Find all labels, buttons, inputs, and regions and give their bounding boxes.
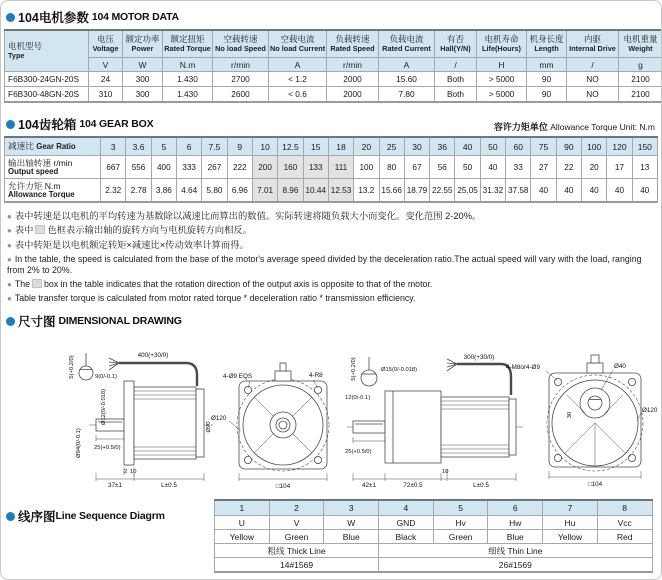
header-en: Hall(Y/N) [440,43,471,53]
header-cn: 电机寿命 [484,34,519,45]
header-cn: 电机重量 [623,34,658,45]
header-en: Voltage [92,43,119,53]
motor-cell: 2600 [213,87,269,103]
motor-header-rated-current [379,30,435,58]
pin-cell: 7 [543,500,598,516]
speed-cell: 27 [531,156,556,179]
dim-label-length: L±0.5 [473,482,489,490]
unit-cell: r/min [213,58,269,72]
color-cell: Yellow [215,530,270,544]
pin-cell: 6 [488,500,543,516]
speed-cell-reversed: 160 [278,156,303,179]
torque-cell-reversed: 7.01 [252,179,277,203]
signal-cell: Hu [543,516,598,530]
pin-cell: 3 [324,500,379,516]
ratio-cell: 7.5 [202,137,227,156]
motor-cell: 2700 [213,72,269,87]
motor-cell: > 5000 [477,87,527,103]
motor-cell: Both [435,72,477,87]
header-cn: 内驱 [583,34,601,45]
note-text: Table transfer torque is calculated from motor rated torque * deceleration ratio * transmission efficiency. [14,292,416,303]
note-cn-speed [7,211,661,222]
ratio-cell: 5 [151,137,176,156]
torque-cell: 6.96 [227,179,252,203]
dim-label-shaft-diameter: Ø12(0/-0.018) [101,389,107,426]
ratio-cell: 12.5 [278,137,303,156]
dim-label-circle-diameter: Ø120 [642,407,658,415]
unit-note-cn: 容许力矩单位 [493,122,548,132]
dimensional-title-cn: 尺寸图 [18,315,56,330]
header-en: Type [8,50,25,60]
speed-cell: 556 [126,156,151,179]
motor-cell: > 5000 [477,72,527,87]
wire-gauge-row [215,558,653,573]
torque-cell: 18.79 [404,179,429,203]
allowance-torque-row [5,179,658,203]
pin-cell: 8 [597,500,652,516]
motor-cell: < 0.6 [269,87,327,103]
motor-cell: 2100 [619,87,662,103]
right-gearmotor-front-view [546,355,643,479]
torque-cell: 40 [531,179,556,203]
dim-label-circle-diameter: Ø120 [211,415,227,423]
torque-cell: 31.32 [480,179,505,203]
unit-cell: V [89,58,123,72]
motor-cell: 24 [89,72,123,87]
thick-line-label: 粗线 Thick Line [215,544,379,558]
motor-cell: 1.430 [163,72,213,87]
ratio-cell: 3 [101,137,126,156]
header-en: Length [534,43,559,53]
unit-cell: g [619,58,662,72]
header-cn: 电压 [96,34,114,45]
dim-label-shaft-diameter: Ø15(0/-0.018) [381,367,418,374]
header-cn: 空载电流 [280,34,315,45]
dim-label-offset-30: 30 [567,411,573,419]
header-en: No load Current [270,43,326,53]
ratio-cell: 36 [430,137,455,156]
dim-label-key-height: 5(+0.2/0) [351,357,357,381]
ratio-cell: 10 [252,137,277,156]
note-en-speed [7,254,661,275]
ratio-cell: 18 [328,137,353,156]
torque-cell: 3.86 [151,179,176,203]
signal-cell: Hv [433,516,488,530]
speed-cell: 267 [202,156,227,179]
output-speed-label [5,156,101,179]
note-text: box in the table indicates that the rotation direction of the output axis is opposite to that of the motor. [44,278,433,289]
ratio-cell: 30 [404,137,429,156]
torque-cell: 40 [607,179,632,203]
unit-cell: mm [527,58,567,72]
motor-cell: 7.80 [379,87,435,103]
signal-cell: V [269,516,324,530]
torque-cell: 25.05 [455,179,480,203]
dim-label-key-width: 12(0/-0.1) [345,395,371,402]
color-cell: Yellow [543,530,598,544]
speed-cell: 56 [430,156,455,179]
motor-cell: 90 [527,72,567,87]
unit-cell: H [477,58,527,72]
line-sequence-title-cn: 线序图 [18,510,56,525]
torque-cell: 22.55 [430,179,455,203]
gear-ratio-label [5,137,101,156]
note-text: 表中 [14,225,34,236]
color-cell: Blue [488,530,543,544]
ratio-cell: 60 [506,137,531,156]
signal-cell: GND [379,516,434,530]
header-en: Power [131,43,154,53]
unit-cell: W [123,58,163,72]
pin-cell: 4 [379,500,434,516]
dim-label-key-height: 5(+0.2/0) [69,355,75,379]
motor-cell: 2000 [327,72,379,87]
motor-data-section-title [6,8,661,26]
dim-label-42: 42±1 [362,482,376,490]
unit-cell: A [379,58,435,72]
motor-header-life [477,30,527,58]
dim-label-square-size: □104 [275,483,291,491]
note-text: 色框表示输出轴的旋转方向与电机旋转方向相反。 [47,225,252,236]
header-cn: 有否 [446,34,464,45]
dimensional-drawing-section-title [6,312,661,330]
motor-header-internal-drive [567,30,619,58]
signal-row [215,516,653,530]
note-bullet-icon: ● [7,240,12,250]
ratio-cell: 90 [556,137,581,156]
note-en-torque [7,293,661,303]
bullet-icon [6,120,15,129]
speed-cell: 67 [404,156,429,179]
unit-cell: r/min [327,58,379,72]
motor-header-row [5,30,662,58]
motor-header-rated-torque [163,30,213,58]
note-text: The [14,278,31,289]
unit-cell: / [435,58,477,72]
dim-label-square-size: □104 [587,481,603,489]
gear-box-section-title [6,115,153,133]
unit-cell: A [269,58,327,72]
header-en: Weight [628,43,653,53]
motor-data-title-cn: 104电机参数 [18,11,89,25]
allowance-torque-unit-note [494,120,655,133]
motor-header-length [527,30,567,58]
ratio-cell: 150 [632,137,657,156]
line-sequence-section [1,495,661,573]
speed-cell: 13 [632,156,657,179]
thick-wire-gauge: 14#1569 [215,558,379,573]
ratio-cell: 75 [531,137,556,156]
dim-label-mount-holes: 4-M8or4-Ø9 [506,364,540,372]
torque-cell: 2.32 [101,179,126,203]
torque-cell-reversed: 10.44 [303,179,328,203]
header-en: Rated Torque [164,43,211,53]
motor-header-noload-current [269,30,327,58]
torque-cell: 5.80 [202,179,227,203]
speed-cell: 667 [101,156,126,179]
motor-data-title-en: 104 MOTOR DATA [91,11,179,23]
header-cn: 电机型号 [8,41,43,52]
speed-cell: 100 [354,156,379,179]
unit-note-en: Allowance Torque Unit: N.m [550,122,655,132]
motor-header-noload-speed [213,30,269,58]
label-cn: 减速比 [8,141,34,152]
note-text: In the table, the speed is calculated from the base of the motor's average speed divided by the deceleration ratio.The actual speed will vary with the load, ranging from 2% to 20%. [7,254,642,275]
motor-header-rated-speed [327,30,379,58]
dim-label-2: 2 [124,469,128,476]
bullet-icon [6,13,15,22]
color-cell: Black [379,530,434,544]
speed-cell: 333 [177,156,202,179]
motor-cell: 1.430 [163,87,213,103]
note-en-colorbox [7,279,661,289]
gear-ratio-row [5,137,658,156]
torque-cell: 40 [556,179,581,203]
dim-label-corner-radius: 4-R8 [309,372,323,380]
torque-cell: 13.2 [354,179,379,203]
thin-wire-gauge: 26#1569 [379,558,652,573]
gear-box-table [4,136,658,203]
right-gearmotor-side-view [347,357,523,481]
label-en: Output speed [8,166,59,176]
motor-row-1 [5,72,662,87]
motor-cell-type: F6B300-48GN-20S [5,87,89,103]
left-motor-side-view [79,353,213,481]
speed-cell: 400 [151,156,176,179]
note-bullet-icon: ● [7,293,12,303]
dim-label-mount-holes: 4-Ø9 EQS [223,373,253,381]
ratio-cell: 50 [480,137,505,156]
bullet-icon [6,512,15,521]
ratio-cell: 3.6 [126,137,151,156]
header-en: Internal Drive [569,43,616,53]
dim-label-cable-length: 400(+30/0) [137,352,169,360]
label-cn: 输出轴转速 r/min [8,157,73,168]
pin-cell: 2 [269,500,324,516]
dim-label-shaft-length: 25(+0.5/0) [345,449,372,456]
header-en: Life(Hours) [482,43,521,53]
ratio-cell: 6 [177,137,202,156]
line-sequence-title-en: Line Sequence Diagrm [55,510,165,523]
gear-box-title-cn: 104齿轮箱 [18,118,77,132]
motor-cell: 15.60 [379,72,435,87]
pin-cell: 1 [215,500,270,516]
torque-cell: 40 [632,179,657,203]
dim-label-10: 10 [442,469,449,476]
speed-cell-reversed: 111 [328,156,353,179]
signal-cell: Hw [488,516,543,530]
unit-cell: / [567,58,619,72]
label-en: Gear Ratio [36,142,76,152]
dim-label-flange-diameter: Ø94(0/-0.1) [76,428,82,458]
wire-color-row [215,530,653,544]
torque-cell-reversed: 12.53 [328,179,353,203]
note-cn-colorbox [7,225,661,236]
signal-cell: Vcc [597,516,652,530]
motor-data-table [4,29,662,103]
motor-cell: < 1.2 [269,72,327,87]
header-cn: 空载转速 [223,34,258,45]
header-en: No load Speed [215,43,266,53]
dim-label-length: L±0.5 [161,482,177,490]
dimensional-drawings [1,333,661,491]
header-cn: 额定功率 [125,34,160,45]
motor-row-2 [5,87,662,103]
thin-line-label: 细线 Thin Line [379,544,652,558]
speed-cell: 50 [455,156,480,179]
motor-cell: 90 [527,87,567,103]
note-bullet-icon: ● [7,212,12,221]
note-text: 表中转矩是以电机额定转矩×减速比×传动效率计算而得。 [14,239,249,250]
header-en: Rated Speed [330,43,375,53]
speed-cell: 17 [607,156,632,179]
left-motor-front-view [229,363,329,481]
motor-header-hall [435,30,477,58]
gear-box-title-en: 104 GEAR BOX [79,118,154,130]
color-cell: Blue [324,530,379,544]
note-bullet-icon: ● [7,226,12,236]
note-text: 表中转速是以电机的平均转速为基数除以减速比而算出的数值。实际转速将随负载大小而变化。变化范围 2-20%。 [14,211,482,221]
note-bullet-icon: ● [7,255,12,265]
dimensional-title-en: DIMENSIONAL DRAWING [58,315,182,328]
motor-cell: NO [567,87,619,103]
torque-cell: 37.58 [506,179,531,203]
signal-cell: U [215,516,270,530]
label-cn: 允许力矩 N.m [8,180,61,191]
output-speed-row [5,156,658,179]
torque-cell: 15.66 [379,179,404,203]
gray-box-icon [32,279,42,288]
ratio-cell: 100 [582,137,607,156]
dim-label-37: 37±1 [108,482,122,490]
color-cell: Green [269,530,324,544]
line-sequence-table [214,499,653,573]
color-cell: Green [433,530,488,544]
ratio-cell: 9 [227,137,252,156]
signal-cell: W [324,516,379,530]
bullet-icon [6,317,15,326]
motor-header-voltage [89,30,123,58]
gray-box-icon [35,225,45,234]
motor-cell: 300 [123,87,163,103]
torque-cell: 4.64 [177,179,202,203]
color-cell: Red [597,530,652,544]
motor-header-weight [619,30,662,58]
dim-label-shaft-length: 25(+0.5/0) [94,445,121,452]
unit-cell: N.m [163,58,213,72]
line-sequence-section-title [6,507,211,525]
motor-cell: 2000 [327,87,379,103]
ratio-cell: 120 [607,137,632,156]
motor-cell: 300 [123,72,163,87]
header-en: Rated Current [382,43,431,53]
dimensional-drawing-svg [1,333,661,491]
dim-label-boss-diameter: Ø40 [614,363,626,371]
speed-cell: 33 [506,156,531,179]
ratio-cell: 40 [455,137,480,156]
pin-cell: 5 [433,500,488,516]
allowance-torque-label [5,179,101,203]
header-cn: 额定扭矩 [170,34,205,45]
note-cn-torque [7,240,661,251]
motor-cell: NO [567,72,619,87]
speed-cell: 222 [227,156,252,179]
header-cn: 负载电流 [389,34,424,45]
line-type-row [215,544,653,558]
motor-cell-type: F6B300-24GN-20S [5,72,89,87]
speed-cell: 20 [582,156,607,179]
note-bullet-icon: ● [7,279,12,289]
motor-header-power [123,30,163,58]
dim-label-key-width: 9(0/-0.1) [95,374,117,381]
torque-cell: 2.78 [126,179,151,203]
notes-block [7,211,661,303]
speed-cell: 80 [379,156,404,179]
ratio-cell: 25 [379,137,404,156]
motor-cell: Both [435,87,477,103]
header-cn: 负载转速 [335,34,370,45]
dim-label-cable-length: 300(+30/0) [463,354,495,362]
header-cn: 机身长度 [529,34,564,45]
gear-box-title-row [1,115,657,133]
speed-cell-reversed: 133 [303,156,328,179]
motor-header-type [5,30,89,72]
speed-cell: 40 [480,156,505,179]
speed-cell: 22 [556,156,581,179]
torque-cell: 40 [582,179,607,203]
dim-label-body-diameter: Ø90 [206,421,212,433]
torque-cell-reversed: 8.96 [278,179,303,203]
dim-label-10: 10 [130,469,137,476]
speed-cell-reversed: 200 [252,156,277,179]
ratio-cell: 15 [303,137,328,156]
motor-cell: 2100 [619,72,662,87]
label-en: Allowance Torque [8,189,75,199]
motor-cell: 310 [89,87,123,103]
pin-number-row [215,500,653,516]
ratio-cell: 20 [354,137,379,156]
dim-label-72: 72±0.5 [403,482,423,490]
motor-units-row [5,58,662,72]
